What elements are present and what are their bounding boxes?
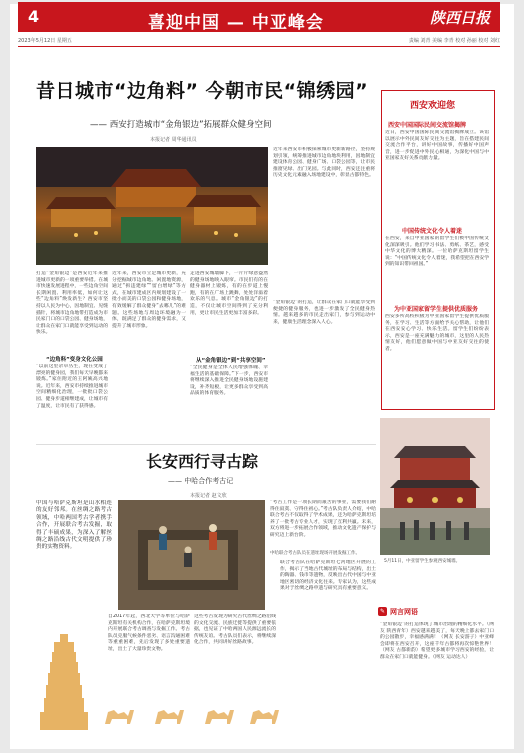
palace-photo-icon <box>36 147 268 265</box>
sidebar-item-text-3: 西安多所高校积极为中亚国家留学生提供优质服务，在学习、生活等方面给予关心帮助，让他们在西安安心学习、快乐生活。留学生们纷纷表示，西安是一座充满魅力的城市，这里的人民热情友好，他们愿意做中国与中亚友好交往的使者。 <box>385 314 489 352</box>
article1-text-col2: 近年来，西安市立足城市更新，充分挖掘城市边角地、闲置地资源，通过“拆违建绿”“留白增绿”等方式，在城市建成区内规划建设了一批小而美的口袋公园和健身场地，有效缓解了群众健身“去哪儿”的难题。这些场地与周边环境融为一体，既满足了群众的健身需求，又提升了城市形象。 <box>112 271 186 329</box>
sidebar-item-text-2: 在西安，来自中亚国家的留学生们被中国传统文化深深吸引。他们学习书法、剪纸、茶艺，感受中华文化的博大精深。一位哈萨克斯坦留学生说：“中国传统文化令人着迷，我希望把在西安学到的知识带回祖国。” <box>385 236 489 268</box>
page-number: 4 <box>28 7 40 26</box>
article1-text-col4: 近年来西安市积极探索城市更新新路径，坚持规划引领，统筹推进城市边角地块利用，因地制宜建设体育公园、健身广场、口袋公园等，让市民推窗见绿、出门见园。与此同时，西安还注重将历史文化元素融入场地建设中，彰显古都特色。 <box>273 147 375 179</box>
sidebar-item-head-3: 为中亚国家留学生提供优质服务 <box>394 306 479 313</box>
article1-text-col1b: “以前这里杂草丛生，现在变成了漂亮的健身园，我们每天早晚都来锻炼。”家住附近的王阿姨高兴地说。近年来，西安市持续推进城市空间精细化治理，一批批口袋公园、健身步道相继建成，让城市有了温度，让市民有了获得感。 <box>36 364 108 409</box>
article2-text-b: 这些考古发现为研究古代丝绸之路沿线的文化交流、民族迁徙等提供了重要依据，也见证了中哈两国人民源远流长的传统友谊。考古队员们表示，将继续深化合作，共同讲好丝路故事。 <box>194 614 276 646</box>
article1-subheadline: —— 西安打造城市“金角银边”拓展群众健身空间 <box>90 120 272 130</box>
sidebar-title: 西安欢迎您 <box>410 101 456 111</box>
article2-headline: 长安西行寻古踪 <box>146 452 259 471</box>
article2-text-c: “考古工作是一项长期而艰苦的事业，需要我们耐得住寂寞、守得住初心。”考古队负责人介绍，中哈联合考古不仅取得了学术成果，还为哈萨克斯坦培养了一批考古专业人才，实现了互利共赢。未来，双方将进一步拓展合作领域，推动文化遗产保护与研究迈上新台阶。 <box>270 500 376 538</box>
comment-icon: ✎ <box>379 608 386 615</box>
section-divider <box>36 444 376 445</box>
article2-intro: 中国与哈萨克斯坦是山水相连的友好邻邦。在丝绸之路考古领域，中哈两国考古学者携手合作，开展联合考古发掘，取得了丰硕成果，为深入了解丝绸之路沿线古代文明提供了珍贵的实物资料。 <box>36 500 112 551</box>
pagoda-icon <box>34 632 94 732</box>
article2-byline: 本报记者 赵文欣 <box>190 493 227 499</box>
palace-photo <box>36 147 268 265</box>
article1-text-col3: 走进西安城墙脚下，一片片绿意盎然的健身场地映入眼帘。市民们有的在健身器材上锻炼，有的在步道上慢跑，有的在广场上跳舞，处处洋溢着欢乐的气息。城市“金角银边”的打造，不仅让城市空间得到了充分利用，更让市民生活更加丰富多彩。 <box>190 271 268 316</box>
city-wall-photo <box>380 418 490 555</box>
comments-label: 网言网语 <box>390 608 418 616</box>
comments-text: “金角银边”的打造体现了城市治理的精细化水平。（网友 陕西青年）西安越来越美了，每天晚上都去家门口的公园散步，幸福感满满！（网友 长安游子）中亚峰会即将在西安召开，这座千年古都将再次惊艳世界！（网友 古都新韵）希望更多城市学习西安的经验，让群众在家门口就能健身。（网友 运动达人） <box>380 622 494 660</box>
article1-headline: 昔日城市“边角料” 今朝市民“锦绣园” <box>36 80 369 102</box>
comments-section <box>378 606 496 618</box>
camel-caravan-icon <box>100 700 280 728</box>
article2-photo-caption: 中哈联合考古队员在遗址现场开展发掘工作。 <box>270 551 360 556</box>
article1-text-col3b: “全民健身是全体人民增强体魄、幸福生活的基础保障。”下一步，西安市将继续深入推进全民健身场地设施建设，补齐短板，让更多群众享受到高品质的体育服务。 <box>190 365 268 397</box>
newspaper-logo: 陕西日报 <box>429 9 490 27</box>
meta-bar <box>18 36 500 47</box>
issue-date: 2023年5月12日 星期五 <box>18 38 72 44</box>
sidebar-item-head-2: 中国传统文化令人着迷 <box>402 228 463 235</box>
excavation-photo <box>118 500 265 610</box>
editor-credits: 责编 刘青 美编 李青 校对 孙丽 校对 刘红 <box>408 38 500 44</box>
article1-section-head-1: “边角料”变身文化公园 <box>46 357 103 363</box>
page-banner <box>18 2 500 32</box>
article1-byline: 本报记者 周华通讯员 <box>150 137 197 143</box>
article1-text-col4b: “金角银边”的打造，让群众在家门口就能享受到便捷的健身服务，也进一步激发了全民健身热情。越来越多的市民走出家门，参与到运动中来，健康生活理念深入人心。 <box>273 300 375 325</box>
sidebar-item-head-1: 西安中国国际民间交流馆揭牌 <box>388 122 467 129</box>
banner-title: 喜迎中国 — 中亚峰会 <box>148 13 324 33</box>
city-wall-photo-icon <box>380 418 490 555</box>
excavation-photo-icon <box>118 500 265 610</box>
article2-text-d: 联合考古队在哈萨克斯坦七河地区开展的工作，揭示了当地古代城址的布局与结构，出土的陶器、钱币等遗物，反映出古代中国与中亚地区密切的经济文化往来。专家认为，这些成果对于丝绸之路申遗与研究具有重要意义。 <box>280 560 376 592</box>
article2-subheadline: —— 中哈合作考古记 <box>168 477 234 485</box>
article1-section-head-2: 从“金角银边”到“共享空间” <box>196 358 266 364</box>
article1-text-col1: 打造“金角银边”是西安近年来推进城市更新的一项重要举措。在城市快速发展进程中，一些边角空间长期闲置、利用率低，如何让这些“边角料”焕发新生？西安市坚持以人民为中心，因地制宜、见缝插针，将城市边角地带打造成为市民家门口的口袋公园、健身场地，让群众在家门口就能享受到运动的快乐。 <box>36 271 108 336</box>
sidebar-item-text-1: 近日，西安中国国际民间交流馆揭牌成立。该馆以展示中外民间友好交往为主题，旨在搭建民间交流合作平台，讲好中国故事，传播好中国声音，进一步促进中外民心相通，为深化中国与中亚国家友好关系贡献力量。 <box>385 130 489 162</box>
sidebar-photo-caption: 5月11日，中亚留学生参观西安城墙。 <box>384 559 461 564</box>
article2-text-a: 自2017年起，西北大学等单位与哈萨克斯坦有关机构合作，在哈萨克斯坦境内开展联合考古调查与发掘工作。考古队员克服气候条件恶劣、语言沟通困难等重重困难，先后发现了多处重要遗址，出土了大量珍贵文物。 <box>108 614 190 652</box>
